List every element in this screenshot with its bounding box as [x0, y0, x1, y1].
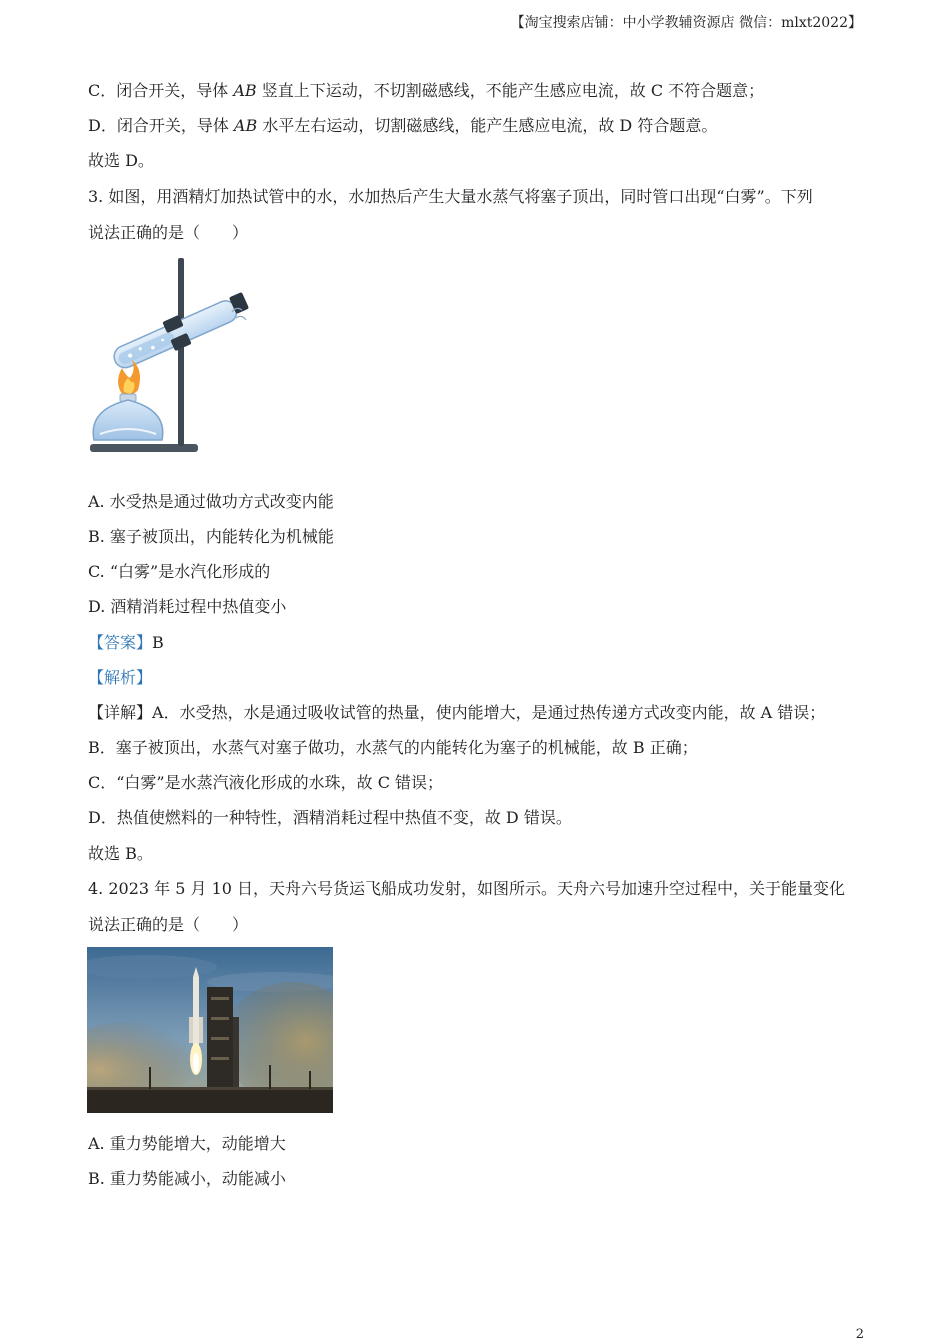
conductor-label: AB: [233, 81, 257, 100]
rocket: [193, 977, 199, 1047]
answer-tag: 【答案】: [88, 633, 153, 652]
stand-rod: [178, 258, 184, 446]
prev-conclusion: 故选 D。: [88, 151, 154, 170]
page-number: 2: [855, 1327, 864, 1342]
q3-detail-d: D．热值使燃料的一种特性，酒精消耗过程中热值不变，故 D 错误。: [88, 808, 572, 827]
prev-option-c: [88, 80, 764, 102]
q3-detail-a: [88, 702, 825, 724]
conductor-label: AB: [233, 116, 258, 135]
q3-detail-b: B．塞子被顶出，水蒸气对塞子做功，水蒸气的内能转化为塞子的机械能，故 B 正确；: [88, 738, 698, 757]
text-segment: 水平左右运动，切割磁感线，能产生感应电流，故 D 符合题意。: [257, 116, 718, 135]
q4-option-a: A. 重力势能增大，动能增大: [88, 1134, 286, 1153]
ground: [87, 1089, 333, 1113]
rocket-launch-photo: [87, 947, 333, 1113]
q3-option-d: D. 酒精消耗过程中热值变小: [88, 597, 287, 616]
q4-stem-line1: 4. 2023 年 5 月 10 日，天舟六号货运飞船成功发射，如图所示。天舟六号加速升空过程中，关于能量变化: [88, 879, 846, 898]
detail-tag: 【详解】: [88, 703, 153, 722]
q3-analysis-heading: [88, 667, 152, 689]
text-segment: 竖直上下运动，不切割磁感线，不能产生感应电流，故 C 不符合题意；: [256, 81, 765, 100]
lab-apparatus-figure: [86, 254, 252, 458]
q4-option-b: B. 重力势能减小，动能减小: [88, 1169, 286, 1188]
analysis-tag: 【解析】: [88, 668, 153, 687]
q3-option-c: C. “白雾”是水汽化形成的: [88, 562, 271, 581]
text-segment: C．闭合开关，导体: [88, 81, 234, 100]
answer-value: B: [152, 633, 164, 652]
q3-stem-line2: 说法正确的是（ ）: [88, 223, 249, 242]
test-tube: [111, 297, 241, 371]
q4-stem-line2: 说法正确的是（ ）: [88, 915, 249, 934]
header-note: 【淘宝搜索店铺：中小学教辅资源店 微信：mlxt2022】: [510, 15, 862, 31]
q3-option-b: B. 塞子被顶出，内能转化为机械能: [88, 527, 334, 546]
q3-detail-c: C．“白雾”是水蒸汽液化形成的水珠，故 C 错误；: [88, 773, 444, 792]
q3-conclusion: 故选 B。: [88, 844, 153, 863]
alcohol-lamp: [93, 400, 163, 440]
q3-answer: [88, 632, 164, 654]
text-segment: D．闭合开关，导体: [88, 116, 234, 135]
q3-stem-line1: 3. 如图，用酒精灯加热试管中的水，水加热后产生大量水蒸气将塞子顶出，同时管口出现“白雾”。下列: [88, 187, 813, 206]
prev-option-d: [88, 115, 717, 137]
q3-option-a: A. 水受热是通过做功方式改变内能: [88, 492, 334, 511]
detail-text: A．水受热，水是通过吸收试管的热量，使内能增大，是通过热传递方式改变内能，故 A 错误；: [152, 703, 826, 722]
